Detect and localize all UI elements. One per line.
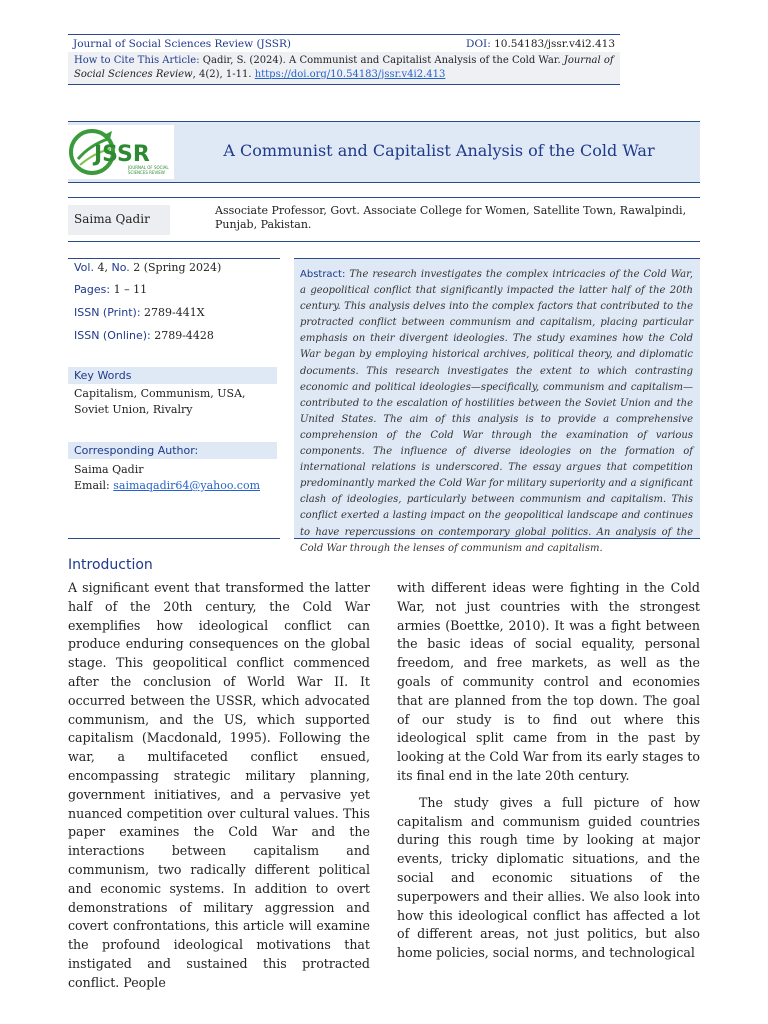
issn-print-label: ISSN (Print): [74, 306, 141, 319]
pages-value: 1 – 11 [113, 283, 148, 296]
jssr-logo [68, 125, 174, 179]
abstract-text: The research investigates the complex intricacies of the Cold War, a geopolitical conflict that significantly impacted the latter half of the 20th century. This analysis delves into the complex factors that contributed to the protracted conflict between communism and capitalism, placing particular emphasis on their divergent ideologies. The study examines how the Cold War began by employing historical archives, political theory, and diplomatic documents. This research investigates the extent to which contrasting economic and political ideologies—specifically, communism and capitalism—contributed to the escalation of hostilities between the Soviet Union and the United States. The aim of this analysis is to provide a comprehensive comprehension of the Cold War through the examination of various components. The influence of diverse ideologies on the formation of international relations is underscored. The essay argues that competition predominantly marked the Cold War for military superiority and a significant clash of ideologies, particularly between communism and capitalism. This conflict exerted a lasting impact on the geopolitical landscape and continues to have repercussions on contemporary global politics. An analysis of the Cold War through the lenses of communism and capitalism. [300, 269, 693, 554]
issn-online-label: ISSN (Online): [74, 329, 151, 342]
cite-issue: , 4(2), 1-11. [192, 68, 252, 80]
citation-box [68, 52, 620, 85]
left-column-bottom-rule [68, 538, 280, 539]
email-label: Email: [74, 479, 110, 492]
doi [466, 38, 615, 50]
no-label: No. [111, 261, 130, 274]
cite-label: How to Cite This Article: [74, 55, 200, 66]
cite-doi-link[interactable]: https://doi.org/10.54183/jssr.v4i2.413 [254, 68, 446, 80]
intro-paragraph-1-cont: with different ideas were fighting in the Cold War, not just countries with the strongest armies (Boettke, 2010). It was a fight between the basic ideas of social equality, personal freedom, and free markets, as well as the goals of community control and economies that are planned from the top down. The goal of our study is to find out where this ideological split came from in the past by looking at the Cold War from its early stages to its final end in the late 20th century. [397, 580, 700, 783]
keywords-heading: Key Words [68, 367, 277, 384]
issn-print-value: 2789-441X [144, 306, 205, 319]
svg-text:SCIENCES REVIEW: SCIENCES REVIEW [128, 170, 165, 175]
author-name: Saima Qadir [68, 205, 170, 235]
intro-paragraph-1: A significant event that transformed the latter half of the 20th century, the Cold War exemplifies how ideological conflict can produce enduring consequences on the global stage. This geopolitical conflict commenced after the conclusion of World War II. It occurred between the USSR, which advocated communism, and the US, which supported capitalism (Macdonald, 1995). Following the war, a multifaceted conflict ensued, encompassing strategic military planning, government initiatives, and a pervasive yet nuanced competition over cultural values. This paper examines the Cold War and the interactions between capitalism and communism, two radically different political and economic systems. In addition to overt demonstrations of military aggression and covert confrontations, this article will examine the profound ideological motivations that instigated and sustained this protracted conflict. People [68, 580, 370, 990]
jssr-logo-graphic [68, 125, 174, 179]
intro-paragraph-2: The study gives a full picture of how capitalism and communism guided countries during this rough time by looking at major events, tricky diplomatic situations, and the social and economic situations of the superpowers and their allies. We also look into how this ideological conflict has affected a lot of different areas, not just politics, but also home policies, social norms, and technological [397, 794, 700, 961]
cite-text: Qadir, S. (2024). A Communist and Capitalist Analysis of the Cold War. [202, 55, 561, 66]
paper-title: A Communist and Capitalist Analysis of the Cold War [223, 141, 655, 160]
pages-label: Pages: [74, 283, 111, 296]
doi-value: 10.54183/jssr.v4i2.413 [494, 38, 615, 50]
svg-text:JOURNAL OF SOCIAL: JOURNAL OF SOCIAL [128, 165, 169, 170]
issn-online-value: 2789-4428 [154, 329, 214, 342]
body-column-right [397, 579, 700, 963]
volume-row [74, 261, 221, 274]
abstract-box [294, 258, 700, 554]
left-column-top-rule [68, 258, 280, 259]
introduction-heading: Introduction [68, 557, 153, 573]
corresponding-name: Saima Qadir [74, 463, 144, 476]
pages-row [74, 283, 147, 296]
author-band [68, 197, 700, 242]
author-affiliation: Associate Professor, Govt. Associate College for Women, Satellite Town, Rawalpindi, Punjab, Pakistan. [215, 204, 687, 231]
cite-journal: Journal of Social Sciences Review [74, 55, 614, 80]
author-email-link[interactable]: saimaqadir64@yahoo.com [113, 479, 261, 492]
vol-label: Vol. [74, 261, 94, 274]
svg-text:JSSR: JSSR [94, 142, 150, 167]
abstract-label: Abstract: [300, 269, 346, 280]
body-column-left [68, 579, 370, 993]
corresponding-heading: Corresponding Author: [68, 442, 277, 459]
no-value: 2 (Spring 2024) [133, 261, 222, 274]
corresponding-details [74, 462, 274, 494]
keywords-text: Capitalism, Communism, USA, Soviet Union, Rivalry [74, 387, 246, 416]
issn-print-row [74, 306, 205, 319]
issn-online-row [74, 329, 214, 342]
vol-value: 4, [97, 261, 108, 274]
journal-name: Journal of Social Sciences Review (JSSR) [73, 38, 291, 50]
doi-label: DOI: [466, 38, 491, 50]
journal-header-bar [68, 34, 620, 53]
title-band [68, 121, 700, 183]
